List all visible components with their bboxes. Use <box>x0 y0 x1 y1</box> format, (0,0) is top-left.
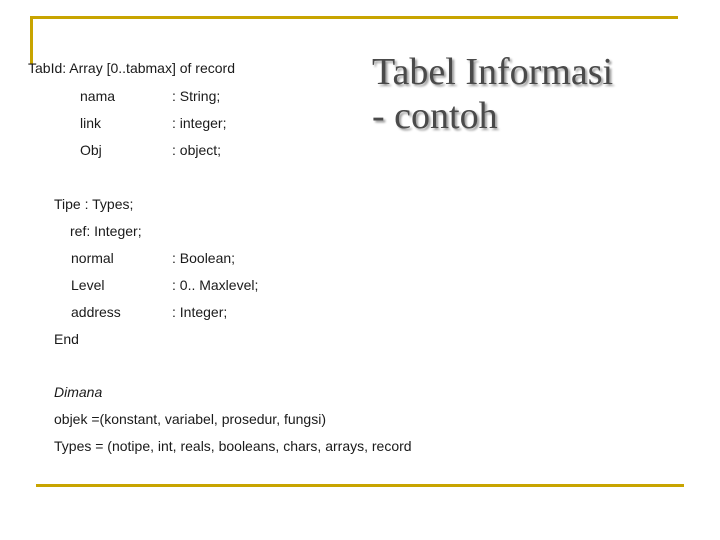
field-name: link <box>80 115 102 131</box>
ref-field-name: address <box>71 304 121 320</box>
field-name: nama <box>80 88 116 104</box>
notes-line: Types = (notipe, int, reals, booleans, chars, arrays, record <box>54 438 412 454</box>
slide-title <box>372 50 692 138</box>
ref-field-name: Level <box>71 277 105 293</box>
slide-title-line1: Tabel Informasi <box>372 51 614 93</box>
ref-field-type: : 0.. Maxlevel; <box>172 277 259 293</box>
notes-line: objek =(konstant, variabel, prosedur, fungsi) <box>54 411 326 427</box>
slide-title-line2: - contoh <box>372 95 498 137</box>
tipe-line: Tipe : Types; <box>54 196 134 212</box>
field-name: Obj <box>80 142 102 158</box>
ref-field-type: : Boolean; <box>172 250 236 266</box>
ref-field-type: : Integer; <box>172 304 228 320</box>
field-type: : object; <box>172 142 222 158</box>
notes-heading: Dimana <box>54 384 103 400</box>
record-declaration: TabId: Array [0..tabmax] of record <box>28 60 235 76</box>
end-keyword: End <box>54 331 79 347</box>
ref-field-name: normal <box>71 250 114 266</box>
field-type: : integer; <box>172 115 227 131</box>
left-rule <box>30 16 33 64</box>
ref-line: ref: Integer; <box>70 223 142 239</box>
bottom-rule <box>36 484 684 487</box>
top-rule <box>30 16 678 19</box>
field-type: : String; <box>172 88 221 104</box>
